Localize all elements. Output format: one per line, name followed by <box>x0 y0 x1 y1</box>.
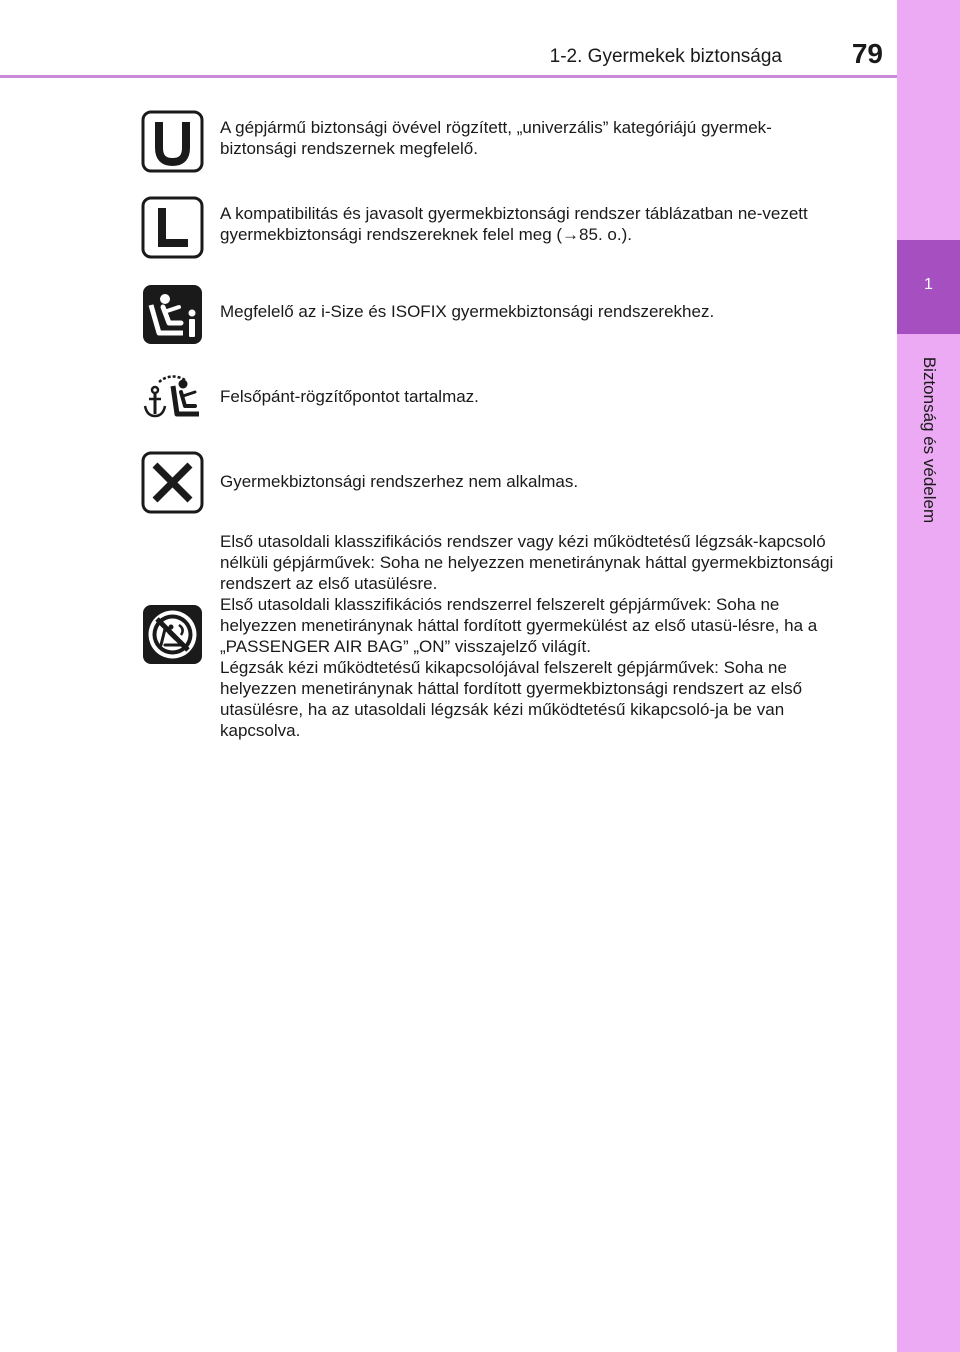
no-rear-facing-airbag-icon <box>141 603 204 666</box>
page-number: 79 <box>851 38 883 69</box>
chapter-marker <box>897 240 960 334</box>
not-suitable-x-icon <box>141 451 204 514</box>
legend-paragraph: Első utasoldali klasszifikációs rendszer vagy kézi működtetésű légzsák-kapcsoló nélküli gépjárművek: Soha ne helyezzen menetiránynak háttal gyermekbiztonsági rendszert az első utasülésre. <box>220 532 834 593</box>
legend-text: Felsőpánt-rögzítőpontot tartalmaz. <box>220 387 479 406</box>
page-header <box>0 0 897 78</box>
chapter-side-tab <box>897 0 960 1352</box>
legend-paragraph: Légzsák kézi működtetésű kikapcsolójával felszerelt gépjárművek: Soha ne helyezzen menetiránynak háttal fordított gyermekbiztonsági rendszert az első utasülésre, ha az utasoldali légzsák kézi működtetésű kikapcsoló-ja be van kapcsolva. <box>220 658 803 740</box>
legend-paragraph: Első utasoldali klasszifikációs rendszerrel felszerelt gépjárművek: Soha ne helyezzen menetiránynak háttal fordított gyermekülést az első utasü-lésre, ha a „PASSENGER AIR BAG” „ON” visszajelző világít. <box>220 595 818 656</box>
top-tether-anchor-icon <box>141 370 204 433</box>
legend-text: Gyermekbiztonsági rendszerhez nem alkalmas. <box>220 472 579 491</box>
i-size-isofix-icon <box>141 283 204 346</box>
legend-text-group <box>220 531 845 741</box>
legend-text: A gépjármű biztonsági övével rögzített, „univerzális” kategóriájú gyermek-biztonsági rendszernek megfelelő. <box>220 118 772 158</box>
universal-u-icon <box>141 110 204 173</box>
chapter-number: 1 <box>924 276 933 293</box>
compatibility-l-icon <box>141 196 204 259</box>
section-title: 1-2. Gyermekek biztonsága <box>549 46 782 67</box>
chapter-label: Biztonság és védelem <box>920 356 939 524</box>
legend-text: Megfelelő az i-Size és ISOFIX gyermekbiztonsági rendszerekhez. <box>220 302 715 321</box>
header-divider <box>0 75 897 78</box>
legend-text: A kompatibilitás és javasolt gyermekbiztonsági rendszer táblázatban ne-vezett gyermekbiztonsági rendszereknek felel meg (→85. o.). <box>220 204 808 244</box>
